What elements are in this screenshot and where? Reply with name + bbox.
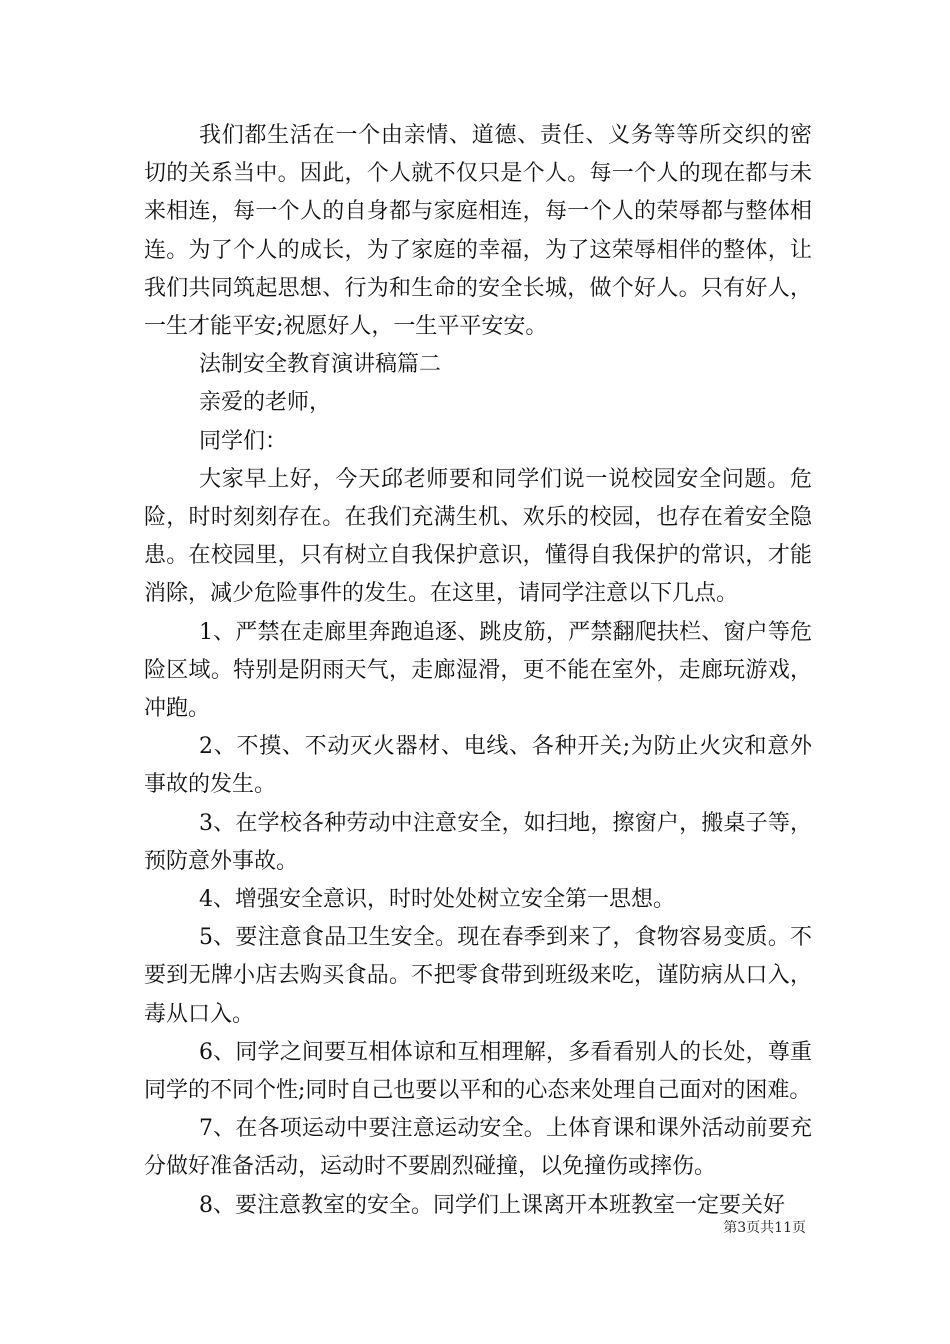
section-title: 法制安全教育演讲稿篇二 [199,352,442,378]
page-number-footer: 第3页共11页 [723,1220,806,1236]
document-body [144,117,812,1225]
list-item-6: 6、同学之间要互相体谅和互相理解，多看看别人的长处，尊重同学的不同个性;同时自己也要以平和的心态来处理自己面对的困难。 [144,1039,812,1104]
paragraph-intro-conclusion: 我们都生活在一个由亲情、道德、责任、义务等等所交织的密切的关系当中。因此，个人就不仅只是个人。每一个人的现在都与未来相连，每一个人的自身都与家庭相连，每一个人的荣辱都与整体相连。为了个人的成长，为了家庭的幸福，为了这荣辱相伴的整体，让我们共同筑起思想、行为和生命的安全长城，做个好人。只有好人，一生才能平安;祝愿好人，一生平平安安。 [144,123,812,340]
list-item-5: 5、要注意食品卫生安全。现在春季到来了，食物容易变质。不要到无牌小店去购买食品。不把零食带到班级来吃，谨防病从口入，毒从口入。 [144,925,812,1027]
salutation-teachers: 亲爱的老师， [199,390,332,416]
paragraph-opening: 大家早上好，今天邱老师要和同学们说一说校园安全问题。危险，时时刻刻存在。在我们充满生机、欢乐的校园，也存在着安全隐患。在校园里，只有树立自我保护意识，懂得自我保护的常识，才能消除，减少危险事件的发生。在这里，请同学注意以下几点。 [144,466,812,607]
list-item-8: 8、要注意教室的安全。同学们上课离开本班教室一定要关好 [199,1192,785,1218]
salutation-students: 同学们： [199,428,288,454]
list-item-1: 1、严禁在走廊里奔跑追逐、跳皮筋，严禁翻爬扶栏、窗户等危险区域。特别是阴雨天气，走廊湿滑，更不能在室外，走廊玩游戏，冲跑。 [144,619,812,722]
list-item-3: 3、在学校各种劳动中注意安全，如扫地，擦窗户，搬桌子等，预防意外事故。 [144,810,812,874]
list-item-4: 4、增强安全意识，时时处处树立安全第一思想。 [199,887,675,913]
list-item-2: 2、不摸、不动灭火器材、电线、各种开关;为防止火灾和意外事故的发生。 [144,734,812,798]
list-item-7: 7、在各项运动中要注意运动安全。上体育课和课外活动前要充分做好准备活动，运动时不要剧烈碰撞，以免撞伤或摔伤。 [144,1116,812,1180]
